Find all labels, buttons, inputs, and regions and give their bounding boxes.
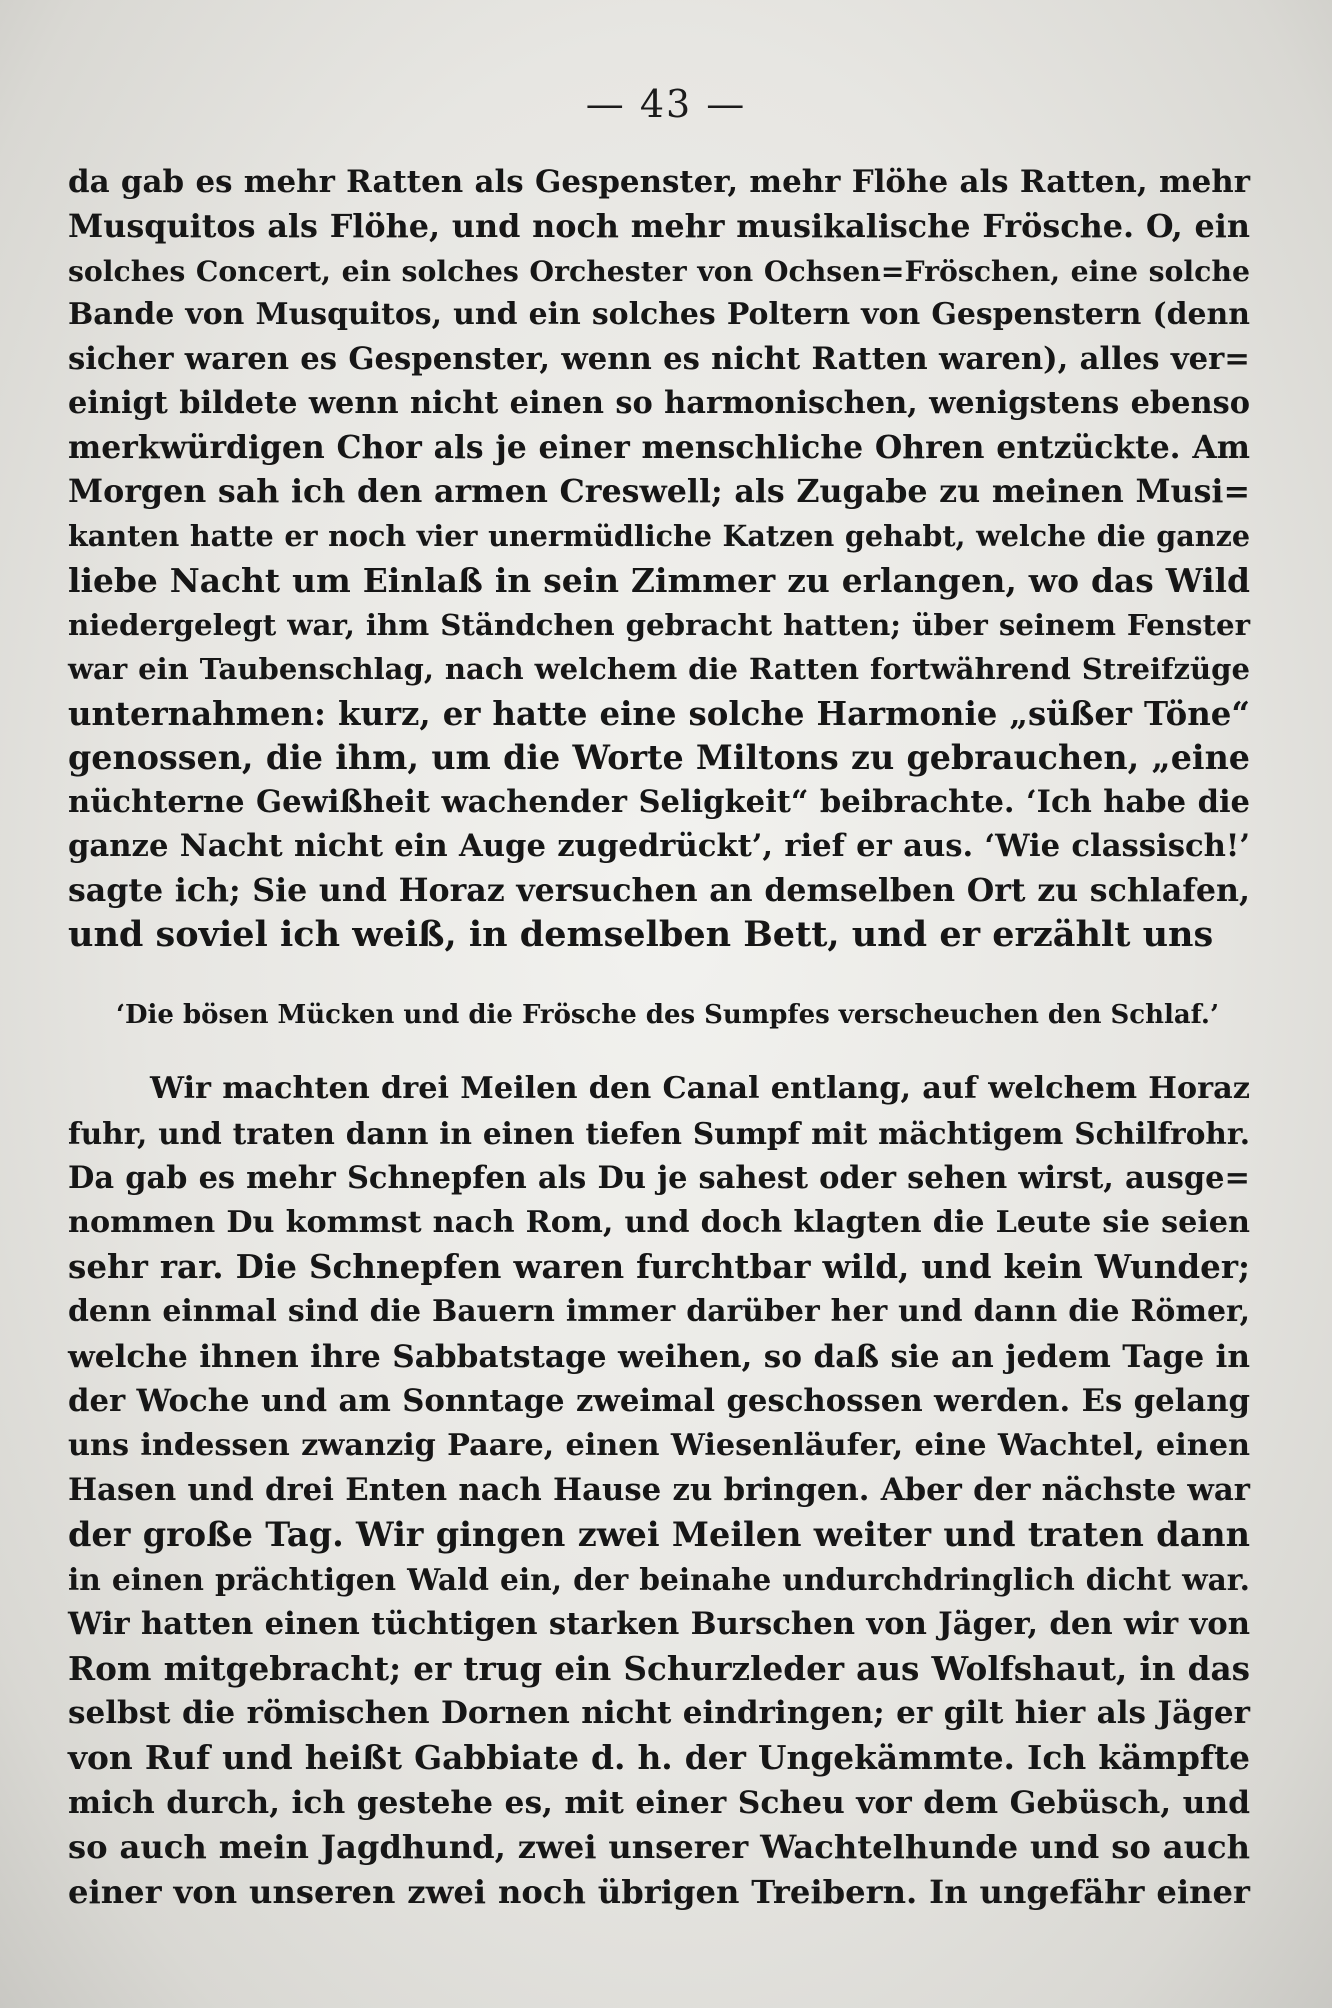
text-line: Morgen sah ich den armen Creswell; als Zugabe zu meinen Musi= xyxy=(68,473,1250,511)
text-line: solches Concert, ein solches Orchester von Ochsen=Fröschen, eine solche xyxy=(68,253,1250,288)
text-line: einigt bildete wenn nicht einen so harmonischen, wenigstens ebenso xyxy=(68,385,1250,422)
latin-quote-translation: ‘Die bösen Mücken und die Frösche des Sumpfes verscheuchen den Schlaf.’ xyxy=(116,1000,1219,1030)
text-line: Bande von Musquitos, und ein solches Poltern von Gespenstern (denn xyxy=(68,296,1250,332)
text-line: Da gab es mehr Schnepfen als Du je sahest oder sehen wirst, ausge= xyxy=(68,1160,1250,1197)
text-line: Musquitos als Flöhe, und noch mehr musikalische Frösche. O, ein xyxy=(68,207,1250,246)
text-line: welche ihnen ihre Sabbatstage weihen, so daß sie an jedem Tage in xyxy=(68,1338,1250,1375)
page-number: — 43 — xyxy=(585,82,747,126)
text-line: nommen Du kommst nach Rom, und doch klagten die Leute sie seien xyxy=(68,1204,1250,1240)
text-line: Hasen und drei Enten nach Hause zu bringen. Aber der nächste war xyxy=(68,1472,1250,1509)
text-line: war ein Taubenschlag, nach welchem die Ratten fortwährend Streifzüge xyxy=(68,652,1250,687)
paragraph-1 xyxy=(68,160,1250,957)
text-line: selbst die römischen Dornen nicht eindringen; er gilt hier als Jäger xyxy=(68,1695,1250,1732)
paragraph-2 xyxy=(68,1067,1250,1914)
text-line: so auch mein Jagdhund, zwei unserer Wachtelhunde und so auch xyxy=(68,1828,1250,1867)
text-line: und soviel ich weiß, in demselben Bett, und er erzählt uns xyxy=(68,914,1214,956)
text-line: sagte ich; Sie und Horaz versuchen an demselben Ort zu schlafen, xyxy=(68,871,1250,909)
text-line: merkwürdigen Chor als je einer menschliche Ohren entzückte. Am xyxy=(68,428,1250,466)
text-line: da gab es mehr Ratten als Gespenster, mehr Flöhe als Ratten, mehr xyxy=(68,164,1250,200)
text-line: nüchterne Gewißheit wachender Seligkeit“ beibrachte. ‘Ich habe die xyxy=(68,784,1250,821)
text-line: sehr rar. Die Schnepfen waren furchtbar wild, und kein Wunder; xyxy=(68,1247,1250,1287)
text-line: einer von unseren zwei noch übrigen Treibern. In ungefähr einer xyxy=(68,1872,1250,1911)
text-line: Rom mitgebracht; er trug ein Schurzleder aus Wolfshaut, in das xyxy=(68,1648,1250,1688)
text-line: der Woche und am Sonntage zweimal geschossen werden. Es gelang xyxy=(68,1383,1250,1420)
text-line: in einen prächtigen Wald ein, der beinahe undurchdringlich dicht war. xyxy=(68,1561,1250,1597)
text-line: uns indessen zwanzig Paare, einen Wiesenläufer, eine Wachtel, einen xyxy=(68,1427,1250,1463)
text-line: sicher waren es Gespenster, wenn es nicht Ratten waren), alles ver= xyxy=(68,341,1250,378)
text-line: der große Tag. Wir gingen zwei Meilen weiter und traten dann xyxy=(68,1514,1250,1554)
text-line: liebe Nacht um Einlaß in sein Zimmer zu erlangen, wo das Wild xyxy=(68,560,1250,600)
text-line: mich durch, ich gestehe es, mit einer Scheu vor dem Gebüsch, und xyxy=(68,1784,1250,1821)
text-line: von Ruf und heißt Gabbiate d. h. der Ungekämmte. Ich kämpfte xyxy=(68,1737,1250,1777)
text-line: unternahmen: kurz, er hatte eine solche Harmonie „süßer Töne“ xyxy=(68,694,1250,733)
text-line: Wir machten drei Meilen den Canal entlang, auf welchem Horaz xyxy=(150,1071,1250,1106)
text-line: niedergelegt war, ihm Ständchen gebracht hatten; über seinem Fenster xyxy=(68,607,1250,642)
text-line: kanten hatte er noch vier unermüdliche Katzen gehabt, welche die ganze xyxy=(68,519,1250,554)
text-line: denn einmal sind die Bauern immer darüber her und dann die Römer, xyxy=(68,1293,1250,1329)
text-line: ganze Nacht nicht ein Auge zugedrückt’, rief er aus. ‘Wie classisch!’ xyxy=(68,828,1250,865)
text-line: Wir hatten einen tüchtigen starken Burschen von Jäger, den wir von xyxy=(68,1606,1250,1643)
text-line: genossen, die ihm, um die Worte Miltons zu gebrauchen, „eine xyxy=(68,737,1250,777)
text-line: fuhr, und traten dann in einen tiefen Sumpf mit mächtigem Schilfrohr. xyxy=(68,1115,1250,1151)
